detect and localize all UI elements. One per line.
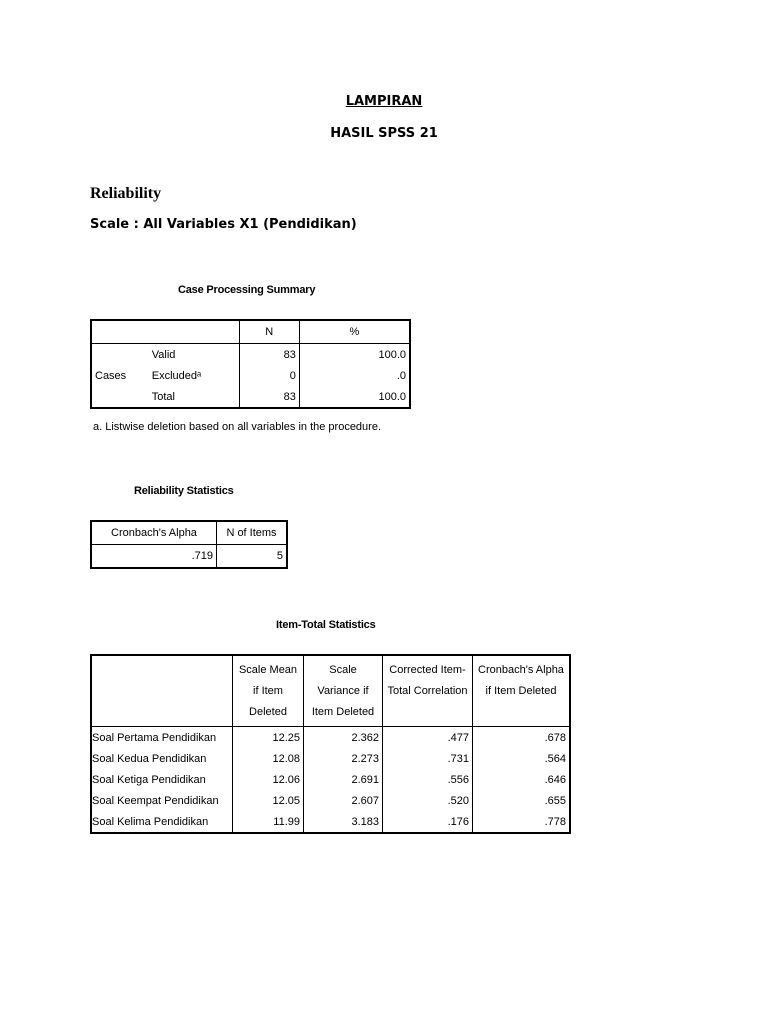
cell-correlation: .520 [383,790,473,811]
case-processing-table [90,319,411,409]
reliability-stats-title: Reliability Statistics [134,485,234,497]
table-row [91,790,570,811]
col-alpha-header: Cronbach's Alpha [91,521,217,545]
col-n-header: N [239,320,299,344]
cell-mean: 12.06 [233,769,304,790]
row-label: Soal Kelima Pendidikan [92,815,209,828]
item-total-table [90,654,571,834]
col-pct-header: % [299,320,410,344]
item-total-title: Item-Total Statistics [276,619,376,631]
reliability-stats-table [90,520,288,569]
cell-correlation: .731 [383,748,473,769]
cell-variance: 2.273 [304,748,383,769]
case-processing-title: Case Processing Summary [178,284,316,296]
cell-n: 83 [239,344,299,366]
cell-mean: 12.08 [233,748,304,769]
scale-label: Scale : All Variables X1 (Pendidikan) [90,217,357,232]
cell-pct: .0 [299,365,410,386]
row-label: Total [151,390,175,403]
cell-alpha: .719 [191,550,213,562]
cell-alpha: .655 [473,790,571,811]
table-row [91,727,570,749]
cell-n: 83 [239,386,299,408]
row-label: Soal Kedua Pendidikan [92,752,207,765]
row-label: Soal Keempat Pendidikan [92,794,219,807]
cell-correlation: .556 [383,769,473,790]
row-label: Excludedᵃ [151,369,202,382]
cell-mean: 11.99 [233,811,304,833]
cell-mean: 12.05 [233,790,304,811]
cell-items: 5 [217,545,288,569]
cell-variance: 2.362 [304,727,383,749]
table-header-row [91,521,287,545]
col-scale-mean-header: Scale Mean if Item Deleted [233,655,304,727]
cell-variance: 3.183 [304,811,383,833]
cell-correlation: .176 [383,811,473,833]
table-row [91,769,570,790]
cell-alpha: .678 [473,727,571,749]
table-header-row [91,655,570,727]
cell-pct: 100.0 [299,344,410,366]
cell-correlation: .477 [383,727,473,749]
table-footnote: a. Listwise deletion based on all variables in the procedure. [93,421,382,433]
cell-pct: 100.0 [299,386,410,408]
cell-variance: 2.607 [304,790,383,811]
cell-alpha: .778 [473,811,571,833]
row-label: Soal Ketiga Pendidikan [92,773,206,786]
table-row [91,748,570,769]
table-row [91,811,570,833]
table-row [91,545,287,569]
table-header-row [91,320,410,344]
page-title: LAMPIRAN [345,94,423,109]
table-row [91,344,410,366]
section-heading-reliability: Reliability [90,185,162,202]
cell-n: 0 [239,365,299,386]
cases-group-label: Cases [95,369,127,382]
col-corrected-header: Corrected Item-Total Correlation [383,655,473,727]
cell-alpha: .646 [473,769,571,790]
page-subtitle: HASIL SPSS 21 [330,126,438,141]
row-label: Soal Pertama Pendidikan [92,731,217,744]
col-alpha-deleted-header: Cronbach's Alpha if Item Deleted [473,655,571,727]
cell-variance: 2.691 [304,769,383,790]
cell-alpha: .564 [473,748,571,769]
row-label: Valid [151,348,176,361]
col-scale-variance-header: Scale Variance if Item Deleted [304,655,383,727]
cell-mean: 12.25 [233,727,304,749]
col-items-header: N of Items [217,521,288,545]
